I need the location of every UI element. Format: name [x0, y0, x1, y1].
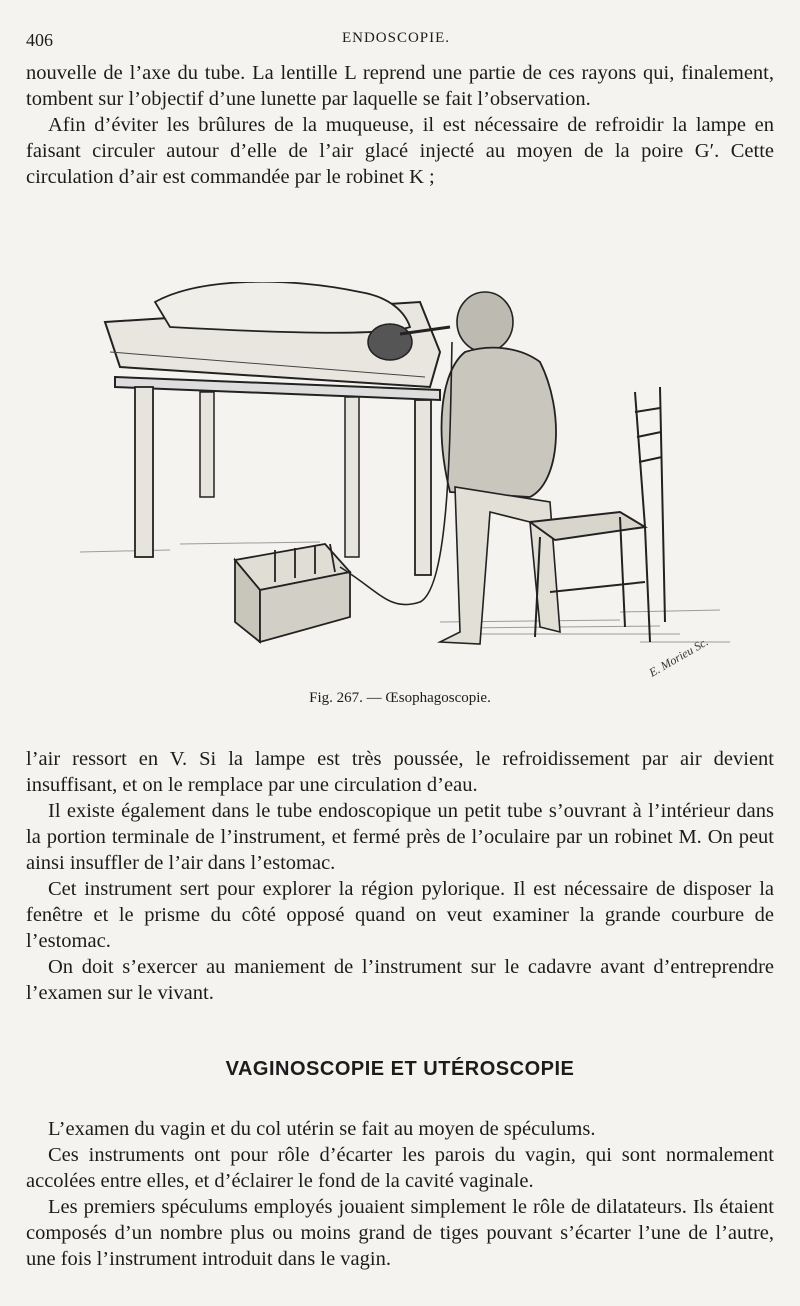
physician-head [457, 292, 513, 352]
text-block-bottom [26, 1116, 774, 1272]
patient-head [368, 324, 412, 360]
physician-body [442, 348, 556, 497]
paragraph: Ces instruments ont pour rôle d’écarter les parois du vagin, qui sont normalement accolées entre elles, et d’éclairer le fond de la cavité vaginale. [26, 1144, 774, 1192]
table-leg [200, 392, 214, 497]
floor-hatching [80, 542, 730, 642]
paragraph: Afin d’éviter les brûlures de la muqueuse, il est nécessaire de refroidir la lampe en faisant circuler autour d’elle de l’air glacé injecté au moyen de la poire G′. Cette circulation d’air est commandée par le robinet K ; [26, 114, 774, 188]
paragraph: Il existe également dans le tube endoscopique un petit tube s’ouvrant à l’intérieur dans la portion terminale de l’instrument, et fermé près de l’oculaire par un robinet M. On peut ainsi insuffler de l’air dans l’estomac. [26, 800, 774, 874]
physician-legs [440, 487, 560, 644]
table-leg [345, 397, 359, 557]
text-block-top [26, 60, 774, 190]
paragraph: On doit s’exercer au maniement de l’instrument sur le cadavre avant d’entreprendre l’examen sur le vivant. [26, 956, 774, 1004]
running-title: ENDOSCOPIE. [341, 30, 451, 46]
section-heading: VAGINOSCOPIE ET UTÉROSCOPIE [225, 1058, 575, 1080]
paragraph: Cet instrument sert pour explorer la région pylorique. Il est nécessaire de disposer la fenêtre et le prisme du côté opposé quand on veut examiner la grande courbure de l’estomac. [26, 878, 774, 952]
engraving-illustration [60, 282, 740, 682]
figure-caption: Fig. 267. — Œsophagoscopie. [309, 690, 491, 706]
battery-box [235, 544, 350, 642]
page-header [26, 30, 766, 54]
table-leg [135, 387, 153, 557]
text-block-middle [26, 746, 774, 1006]
paragraph: L’examen du vagin et du col utérin se fait au moyen de spéculums. [48, 1118, 596, 1140]
patient-figure [155, 282, 410, 333]
paragraph: nouvelle de l’axe du tube. La lentille L reprend une partie de ces rayons qui, finalement, tombent sur l’objectif d’une lunette par laquelle se fait l’observation. [26, 62, 774, 110]
figure-oesophagoscopy-illustration [60, 282, 740, 682]
table-leg [415, 400, 431, 575]
page-number: 406 [26, 30, 53, 50]
paragraph: l’air ressort en V. Si la lampe est très poussée, le refroidissement par air devient insuffisant, et on le remplace par une circulation d’eau. [26, 748, 774, 796]
paragraph: Les premiers spéculums employés jouaient simplement le rôle de dilatateurs. Ils étaient composés d’un nombre plus ou moins grand de tiges pouvant s’écarter l’une de l’autre, une fois l’instrument introduit dans le vagin. [26, 1196, 774, 1270]
engraver-signature: E. Morieu Sc. [646, 634, 711, 680]
